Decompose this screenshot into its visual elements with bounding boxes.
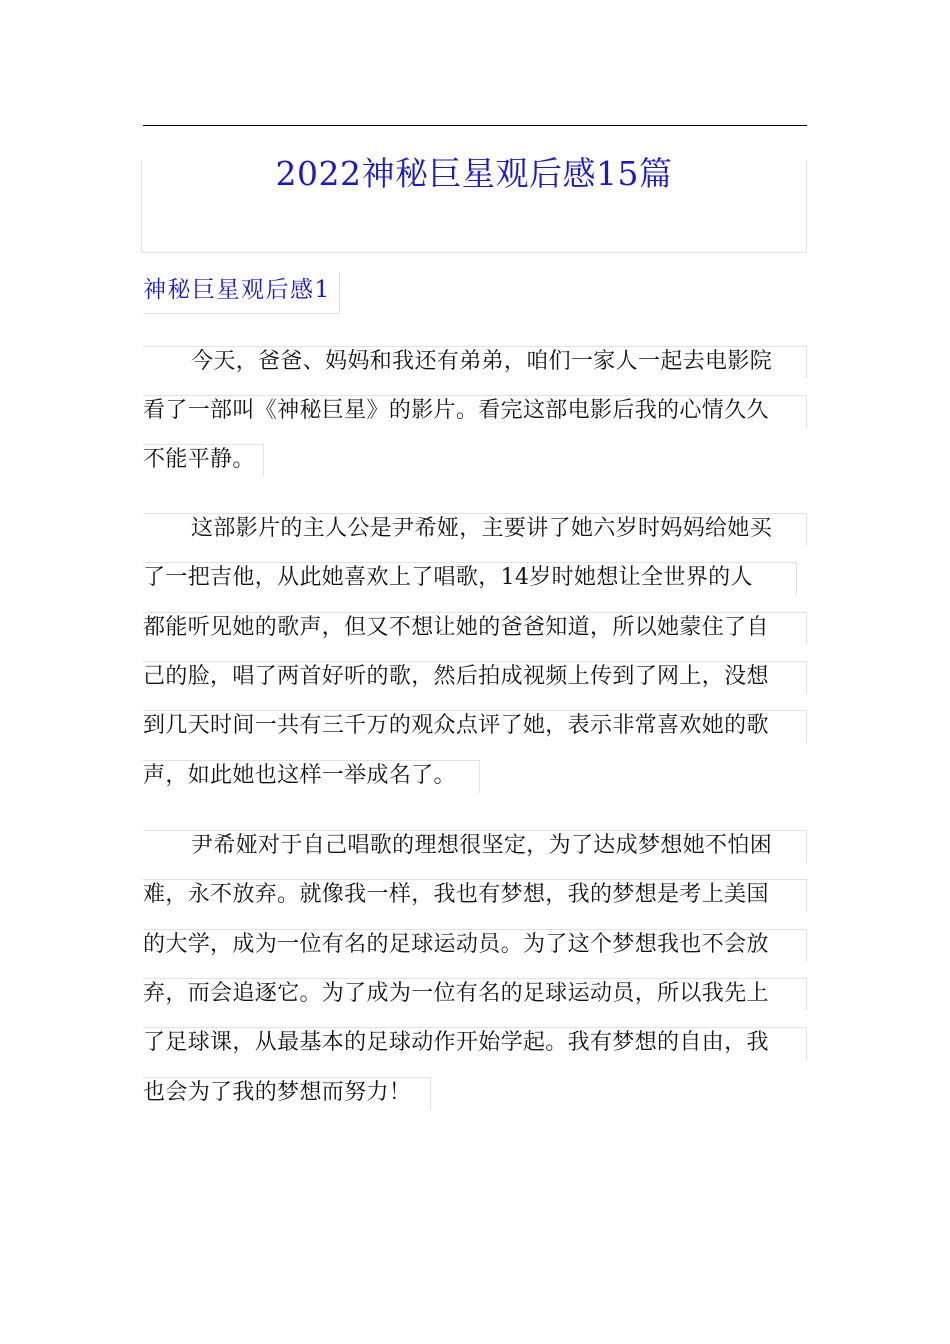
paragraph-1-line-1: 今天，爸爸、妈妈和我还有弟弟，咱们一家人一起去电影院 — [143, 346, 807, 379]
paragraph-2-line-4: 己的脸，唱了两首好听的歌，然后拍成视频上传到了网上，没想 — [143, 661, 807, 694]
paragraph-3-line-5: 了足球课，从最基本的足球动作开始学起。我有梦想的自由，我 — [143, 1027, 807, 1060]
paragraph-3-line-2: 难，永不放弃。就像我一样，我也有梦想，我的梦想是考上美国 — [143, 879, 807, 912]
paragraph-2-line-5: 到几天时间一共有三千万的观众点评了她，表示非常喜欢她的歌 — [143, 710, 807, 743]
paragraph-3-line-6: 也会为了我的梦想而努力！ — [143, 1077, 431, 1110]
title-box — [141, 154, 807, 253]
section-heading: 神秘巨星观后感1 — [143, 272, 340, 314]
paragraph-3-line-1: 尹希娅对于自己唱歌的理想很坚定，为了达成梦想她不怕困 — [143, 830, 807, 863]
paragraph-2-line-6: 声，如此她也这样一举成名了。 — [143, 760, 480, 793]
top-rule — [143, 125, 807, 126]
paragraph-2-line-2: 了一把吉他，从此她喜欢上了唱歌，14岁时她想让全世界的人 — [143, 562, 797, 595]
paragraph-2-line-3: 都能听见她的歌声，但又不想让她的爸爸知道，所以她蒙住了自 — [143, 612, 807, 645]
paragraph-3-line-3: 的大学，成为一位有名的足球运动员。为了这个梦想我也不会放 — [143, 929, 807, 962]
paragraph-3-line-4: 弃，而会追逐它。为了成为一位有名的足球运动员，所以我先上 — [143, 978, 807, 1011]
paragraph-1-line-2: 看了一部叫《神秘巨星》的影片。看完这部电影后我的心情久久 — [143, 395, 807, 428]
document-title: 2022神秘巨星观后感15篇 — [275, 154, 673, 193]
paragraph-1-line-3: 不能平静。 — [143, 444, 264, 477]
paragraph-2-line-1: 这部影片的主人公是尹希娅，主要讲了她六岁时妈妈给她买 — [143, 513, 807, 546]
